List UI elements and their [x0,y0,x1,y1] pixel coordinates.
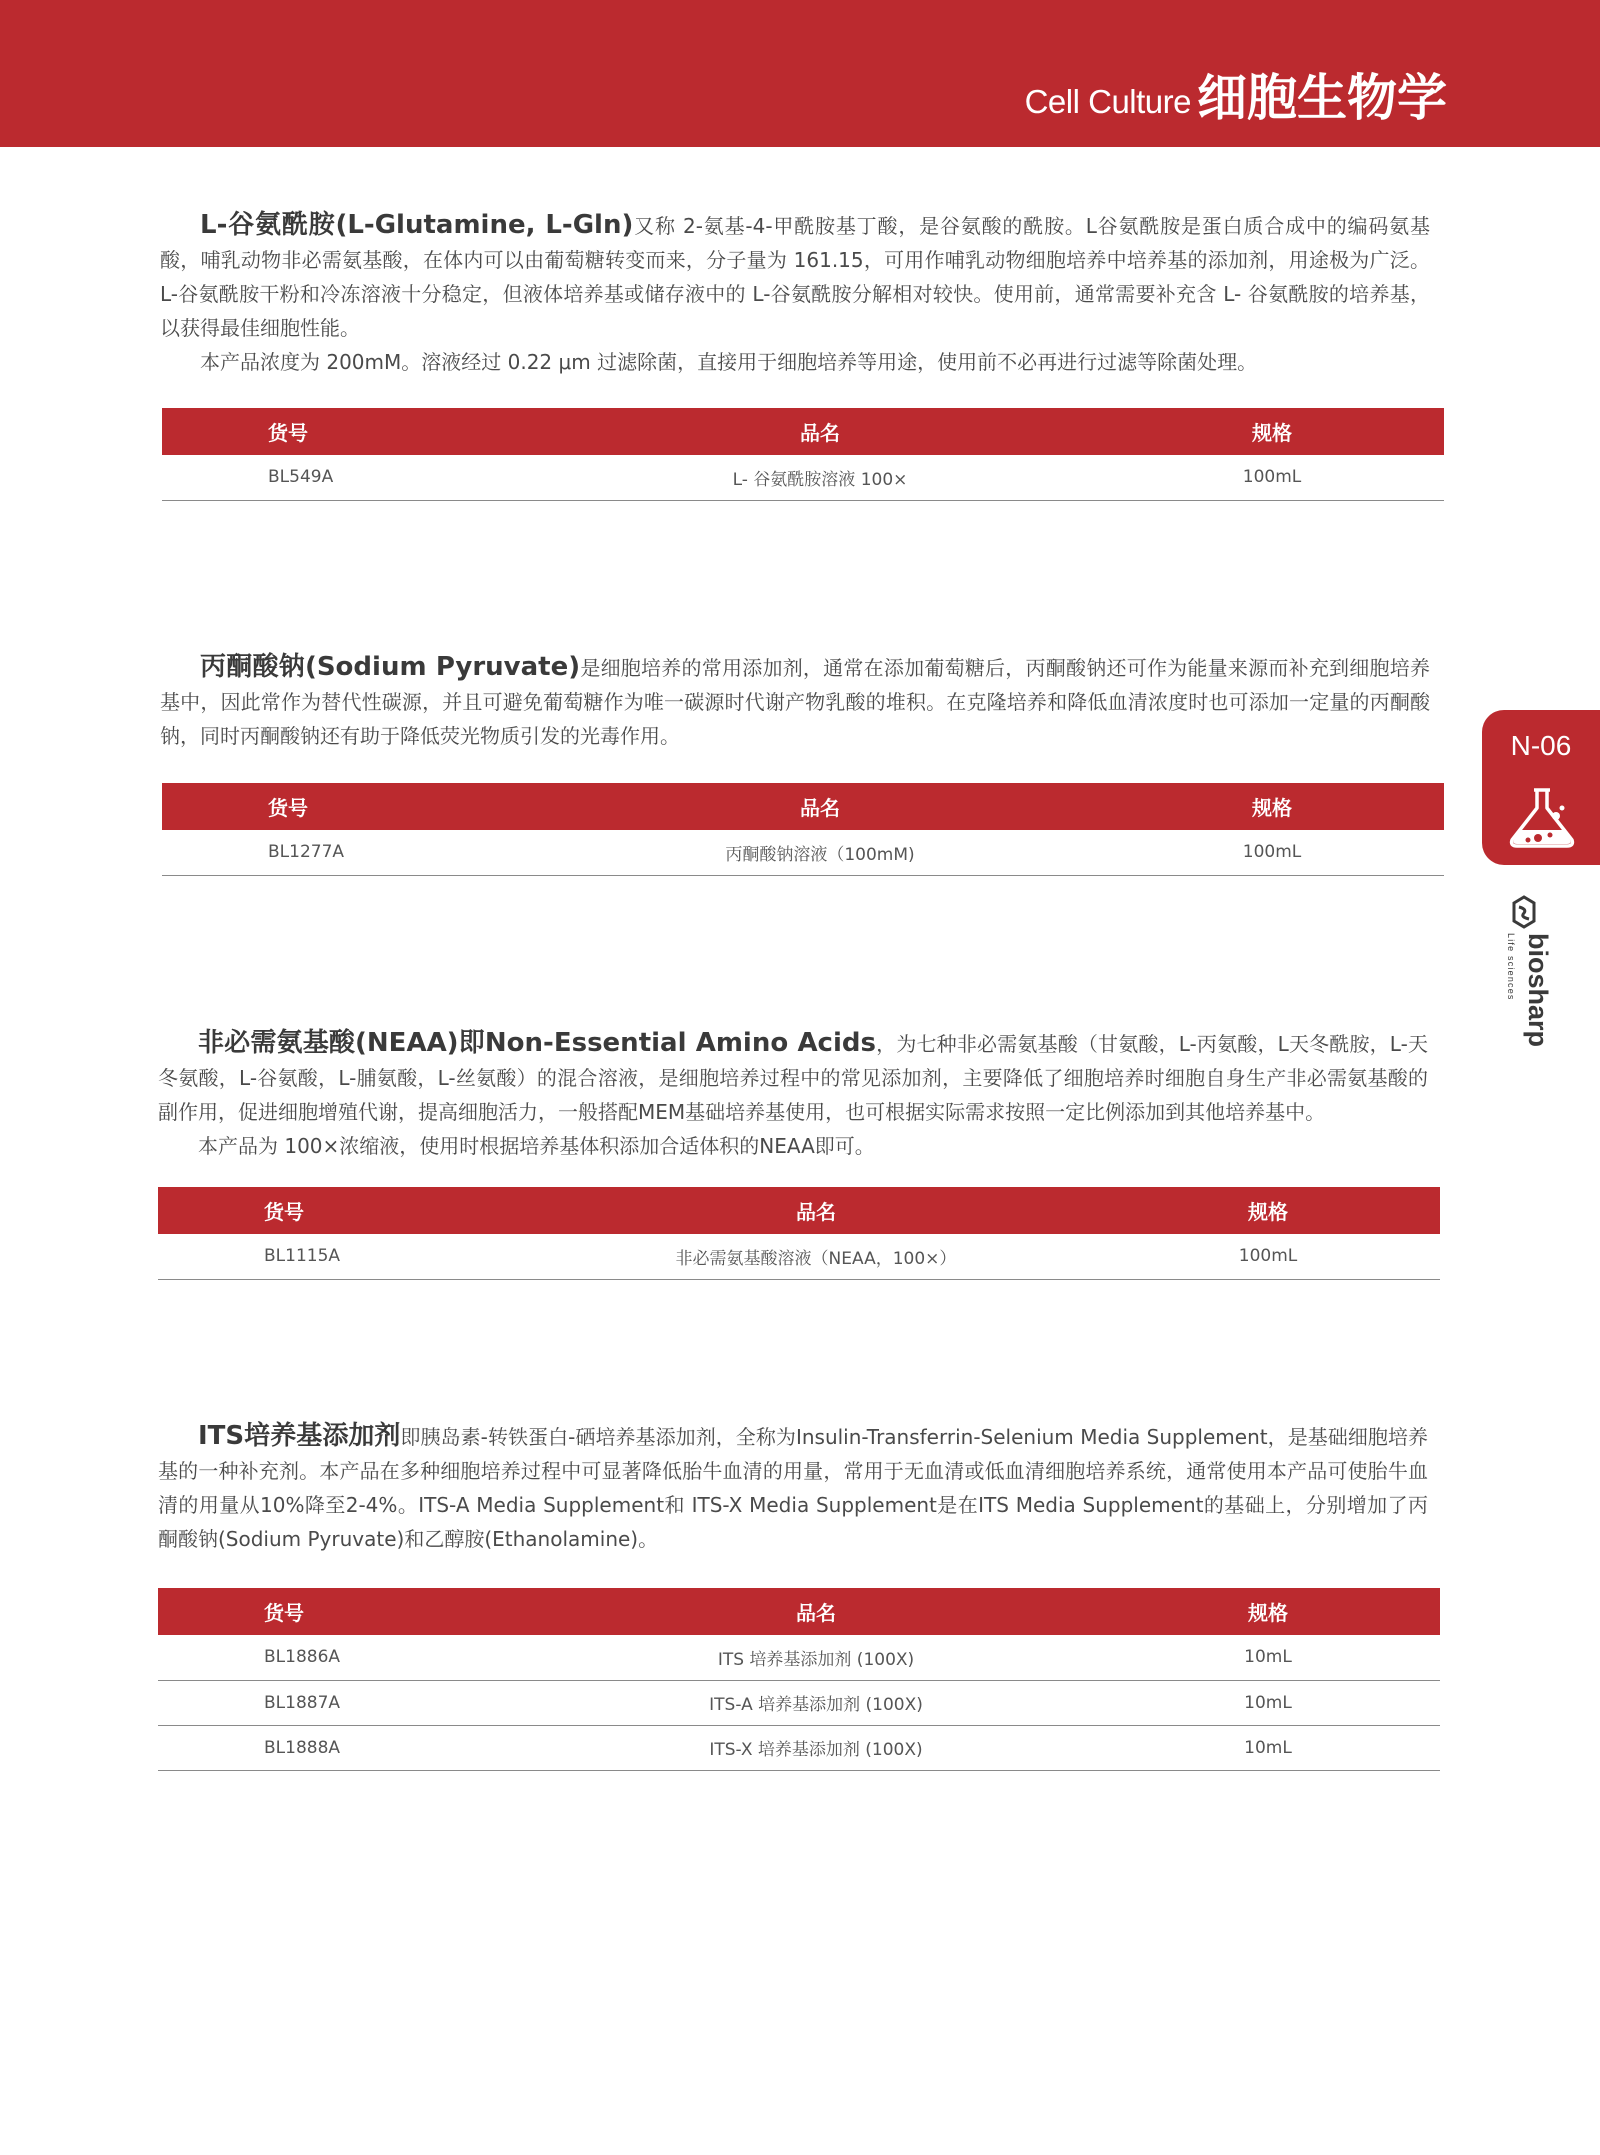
cell-id: BL1115A [158,1234,536,1279]
page-code: N-06 [1510,730,1572,761]
table-row [158,1234,1440,1279]
cell-id: BL1277A [162,830,540,875]
col-header-spec: 规格 [1100,408,1444,455]
cell-id: BL1886A [158,1635,536,1680]
product-table-l-glutamine [162,408,1444,501]
section-body: ，为七种非必需氨基酸（甘氨酸，L-丙氨酸，L天冬酰胺，L-天冬氨酸，L-谷氨酸，L-脯氨酸，L-丝氨酸）的混合溶液，是细胞培养过程中的常见添加剂，主要降低了细胞培养时细胞自身生产非必需氨基酸的副作用，促进细胞增殖代谢，提高细胞活力，一般搭配MEM基础培养基使用，也可根据实际需求按照一定比例添加到其他培养基中。 [158,1032,1428,1124]
cell-name: L- 谷氨酰胺溶液 100× [540,455,1100,500]
table-row [158,1680,1440,1725]
product-table-its [158,1588,1440,1771]
col-header-id: 货号 [162,783,540,830]
section-paragraph [160,208,1430,345]
cell-id: BL549A [162,455,540,500]
cell-name: ITS-X 培养基添加剂 (100X) [536,1725,1096,1770]
col-header-id: 货号 [162,408,540,455]
section-body: 是细胞培养的常用添加剂，通常在添加葡萄糖后，丙酮酸钠还可作为能量来源而补充到细胞培养基中，因此常作为替代性碳源，并且可避免葡萄糖作为唯一碳源时代谢产物乳酸的堆积。在克隆培养和降低血清浓度时也可添加一定量的丙酮酸钠，同时丙酮酸钠还有助于降低荧光物质引发的光毒作用。 [160,656,1431,748]
table-header-row [158,1588,1440,1635]
header-title-zh: 细胞生物学 [1197,69,1447,127]
page-header-title [1025,58,1447,130]
cell-spec: 10mL [1096,1680,1440,1725]
col-header-name: 品名 [536,1588,1096,1635]
section-paragraph [158,1026,1428,1129]
col-header-spec: 规格 [1096,1187,1440,1234]
col-header-id: 货号 [158,1588,536,1635]
cell-name: 丙酮酸钠溶液（100mM) [540,830,1100,875]
logo-text: biosharp [1523,933,1553,1048]
col-header-spec: 规格 [1100,783,1444,830]
table-row [162,830,1444,875]
section-note: 本产品为 100×浓缩液，使用时根据培养基体积添加合适体积的NEAA即可。 [198,1134,875,1158]
cell-spec: 10mL [1096,1725,1440,1770]
section-sodium-pyruvate [160,650,1430,753]
section-lead: 丙酮酸钠(Sodium Pyruvate) [200,652,581,682]
section-paragraph [158,1419,1428,1556]
section-paragraph [160,650,1430,753]
cell-id: BL1887A [158,1680,536,1725]
col-header-spec: 规格 [1096,1588,1440,1635]
product-table-neaa [158,1187,1440,1280]
logo-subtext: Life sciences [1506,933,1516,1001]
biosharp-logo [1505,893,1555,1068]
section-its [158,1419,1428,1556]
table-row [162,455,1444,500]
col-header-name: 品名 [540,783,1100,830]
section-lead: 非必需氨基酸(NEAA)即Non-Essential Amino Acids [198,1028,876,1058]
header-title-en: Cell Culture [1024,83,1191,120]
section-l-glutamine [160,208,1430,379]
table-header-row [162,783,1444,830]
section-neaa [158,1026,1428,1163]
table-row [158,1635,1440,1680]
product-table-sodium-pyruvate [162,783,1444,876]
section-body: 即胰岛素-转铁蛋白-硒培养基添加剂，全称为Insulin-Transferrin-Selenium Media Supplement，是基础细胞培养基的一种补充剂。本产品在多种细胞培养过程中可显著降低胎牛血清的用量，常用于无血清或低血清细胞培养系统，通常使用本产品可使胎牛血清的用量从10%降至2-4%。ITS-A Media Supplement和 ITS-X Media Supplement是在ITS Media Supplement的基础上，分别增加了丙酮酸钠(Sodium Pyruvate)和乙醇胺(Ethanolamine)。 [158,1425,1428,1551]
section-lead: ITS培养基添加剂 [198,1421,401,1451]
col-header-name: 品名 [536,1187,1096,1234]
cell-name: ITS-A 培养基添加剂 (100X) [536,1680,1096,1725]
col-header-name: 品名 [540,408,1100,455]
cell-name: 非必需氨基酸溶液（NEAA，100×） [536,1234,1096,1279]
cell-spec: 100mL [1096,1234,1440,1279]
section-lead: L-谷氨酰胺(L-Glutamine, L-Gln) [200,210,634,240]
flask-icon [1504,788,1580,848]
cell-id: BL1888A [158,1725,536,1770]
cell-spec: 100mL [1100,830,1444,875]
cell-spec: 10mL [1096,1635,1440,1680]
cell-spec: 100mL [1100,455,1444,500]
page-section-tab [1482,710,1600,865]
section-body: 又称 2-氨基-4-甲酰胺基丁酸，是谷氨酸的酰胺。L谷氨酰胺是蛋白质合成中的编码氨基酸，哺乳动物非必需氨基酸，在体内可以由葡萄糖转变而来，分子量为 161.15，可用作哺乳动物细胞培养中培养基的添加剂，用途极为广泛。L-谷氨酰胺干粉和冷冻溶液十分稳定，但液体培养基或储存液中的 L-谷氨酰胺分解相对较快。使用前，通常需要补充含 L- 谷氨酰胺的培养基，以获得最佳细胞性能。 [160,214,1430,340]
cell-name: ITS 培养基添加剂 (100X) [536,1635,1096,1680]
section-note: 本产品浓度为 200mM。溶液经过 0.22 μm 过滤除菌，直接用于细胞培养等用途，使用前不必再进行过滤等除菌处理。 [200,350,1258,374]
table-header-row [158,1187,1440,1234]
table-header-row [162,408,1444,455]
table-row [158,1725,1440,1770]
col-header-id: 货号 [158,1187,536,1234]
